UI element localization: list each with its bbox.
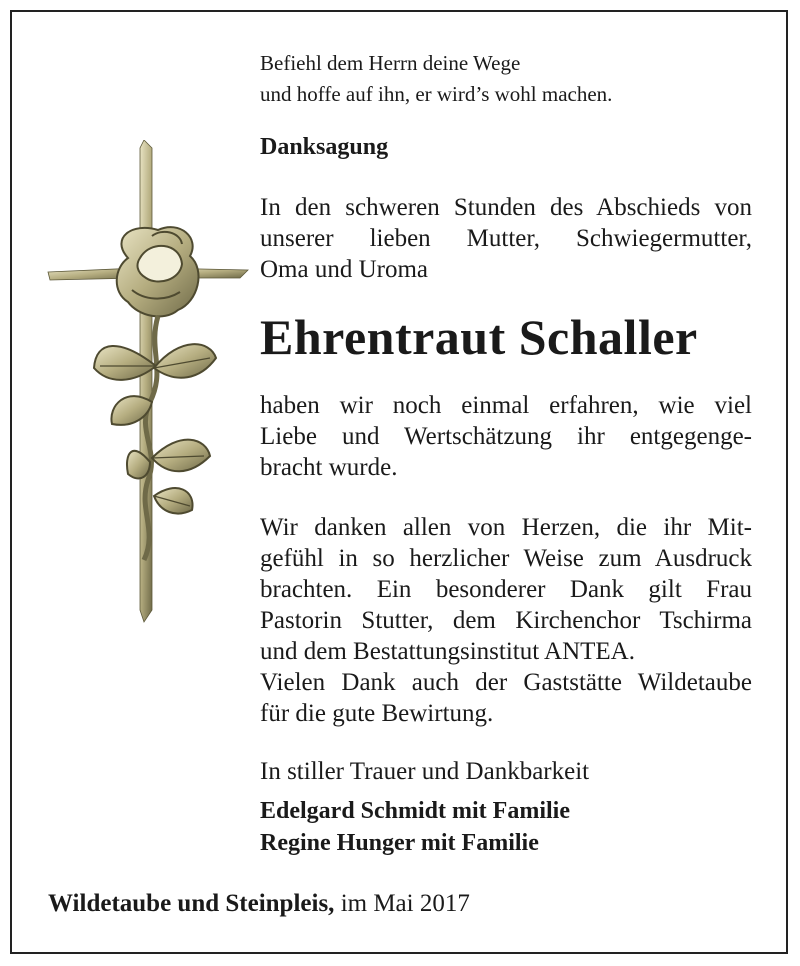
paragraph-line: bracht wurde. [260, 454, 398, 481]
signature-family-2: Regine Hunger mit Familie [260, 830, 539, 856]
paragraph-line: Pastorin Stutter, dem Kirchenchor Tschirma [260, 607, 752, 634]
deceased-name: Ehrentraut Schaller [260, 309, 698, 365]
intro-line: Oma und Uroma [260, 256, 429, 283]
thanks-paragraph-2 [260, 512, 752, 729]
bible-verse-line: und hoffe auf ihn, er wird’s wohl machen. [260, 82, 613, 106]
paragraph-line: Liebe und Wertschätzung ihr entgegenge- [260, 423, 752, 450]
bible-verse-line: Befiehl dem Herrn deine Wege [260, 51, 521, 75]
paragraph-line: brachten. Ein besonderer Dank gilt Frau [260, 576, 752, 603]
intro-line: In den schweren Stunden des Abschieds von [260, 194, 752, 221]
paragraph-line: Vielen Dank auch der Gaststätte Wildetaube [260, 669, 752, 696]
place-and-date [48, 890, 470, 918]
signature-family-1: Edelgard Schmidt mit Familie [260, 798, 570, 824]
notice-heading: Danksagung [260, 134, 389, 160]
paragraph-line: für die gute Bewirtung. [260, 700, 494, 727]
paragraph-line: Wir danken allen von Herzen, die ihr Mit- [260, 514, 752, 541]
intro-line: unserer lieben Mutter, Schwiegermutter, [260, 225, 752, 252]
intro-paragraph [260, 192, 752, 285]
paragraph-line: gefühl in so herzlicher Weise zum Ausdruck [260, 545, 752, 572]
closing-line: In stiller Trauer und Dankbarkeit [260, 758, 590, 785]
date: im Mai 2017 [334, 890, 470, 917]
bible-verse [260, 48, 752, 110]
place-name: Wildetaube und Steinpleis, [48, 890, 335, 917]
cross-with-rose-icon [40, 140, 252, 630]
thanks-paragraph-1 [260, 390, 752, 483]
paragraph-line: haben wir noch einmal erfahren, wie viel [260, 392, 752, 419]
paragraph-line: und dem Bestattungsinstitut ANTEA. [260, 638, 635, 665]
